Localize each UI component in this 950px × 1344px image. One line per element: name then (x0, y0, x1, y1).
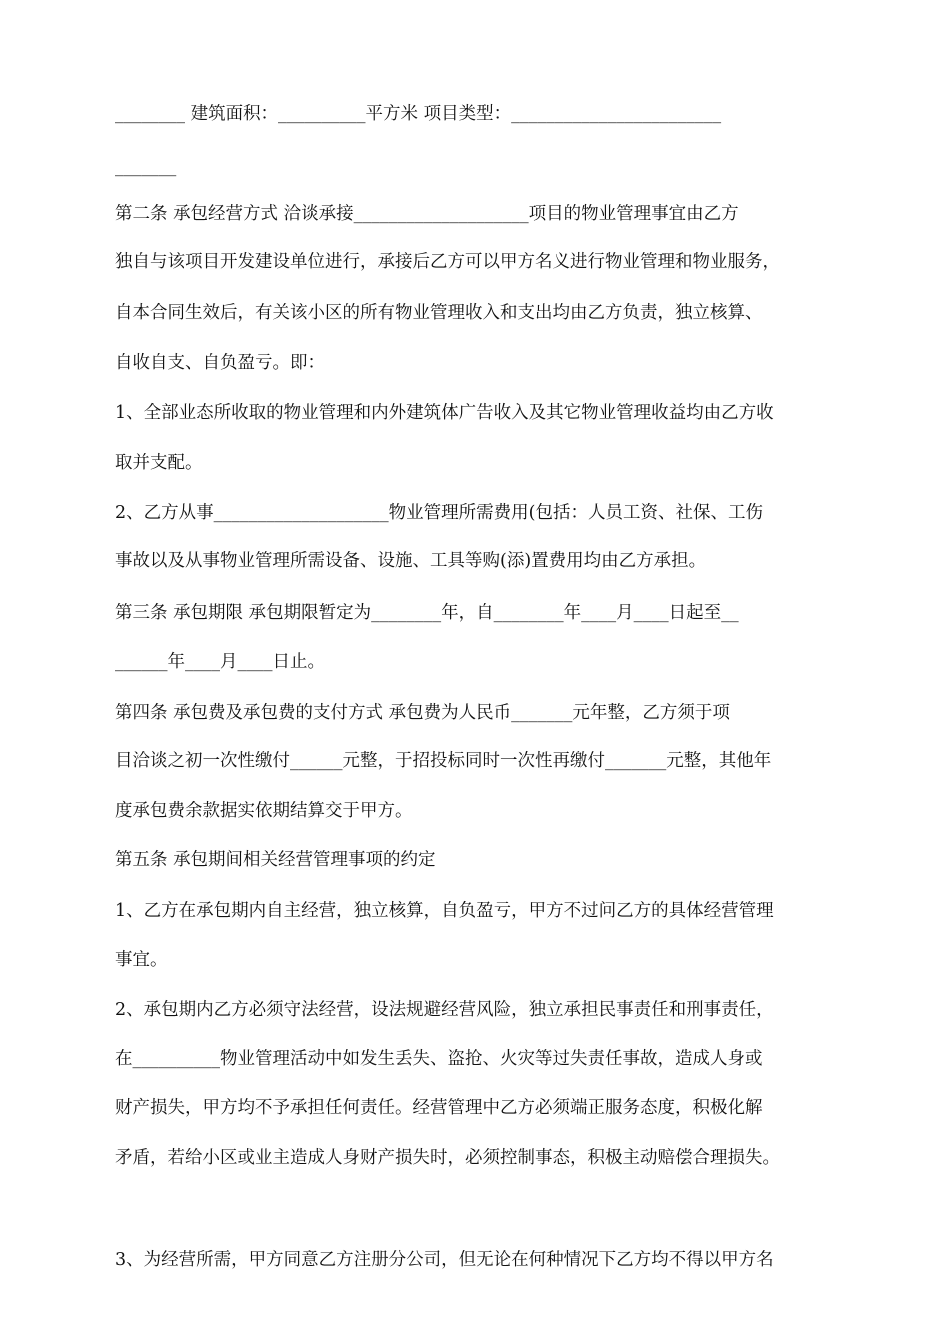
text-line: 第五条 承包期间相关经营管理事项的约定 (115, 850, 436, 870)
text-line: 第四条 承包费及承包费的支付方式 承包费为人民币_______元年整，乙方须于项 (115, 703, 730, 723)
text-line: 2、承包期内乙方必须守法经营，设法规避经营风险，独立承担民事责任和刑事责任， (115, 1000, 774, 1020)
text-line: 事宜。 (115, 950, 168, 970)
text-line: ______年____月____日止。 (115, 652, 325, 672)
text-line: 自本合同生效后，有关该小区的所有物业管理收入和支出均由乙方负责，独立核算、 (115, 303, 763, 323)
text-line: 3、为经营所需，甲方同意乙方注册分公司，但无论在何种情况下乙方均不得以甲方名 (115, 1250, 774, 1270)
text-line: 2、乙方从事____________________物业管理所需费用(包括：人员工资、社保、工伤 (115, 503, 763, 523)
text-line: 1、全部业态所收取的物业管理和内外建筑体广告收入及其它物业管理收益均由乙方收 (115, 403, 774, 423)
text-line: 1、乙方在承包期内自主经营，独立核算，自负盈亏，甲方不过问乙方的具体经营管理 (115, 901, 774, 921)
text-line: 第二条 承包经营方式 洽谈承接____________________项目的物业管理事宜由乙方 (115, 204, 739, 224)
text-line: 目洽谈之初一次性缴付______元整，于招投标同时一次性再缴付_______元整，其他年 (115, 751, 772, 771)
text-line: ________ 建筑面积：__________平方米 项目类型：________________________ (115, 104, 722, 124)
text-line: 取并支配。 (115, 453, 203, 473)
text-line: 财产损失，甲方均不予承担任何责任。经营管理中乙方必须端正服务态度，积极化解 (115, 1098, 763, 1118)
text-line: 第三条 承包期限 承包期限暂定为________年，自________年____月____日起至__ (115, 603, 739, 623)
text-line: 矛盾，若给小区或业主造成人身财产损失时，必须控制事态，积极主动赔偿合理损失。 (115, 1148, 780, 1168)
text-line: 度承包费余款据实依期结算交于甲方。 (115, 801, 413, 821)
text-line: 自收自支、自负盈亏。即： (115, 353, 325, 373)
text-line: 事故以及从事物业管理所需设备、设施、工具等购(添)置费用均由乙方承担。 (115, 551, 707, 571)
text-line: _______ (115, 157, 177, 177)
text-line: 在__________物业管理活动中如发生丢失、盗抢、火灾等过失责任事故，造成人身或 (115, 1049, 763, 1069)
text-line: 独自与该项目开发建设单位进行，承接后乙方可以甲方名义进行物业管理和物业服务， (115, 252, 780, 272)
